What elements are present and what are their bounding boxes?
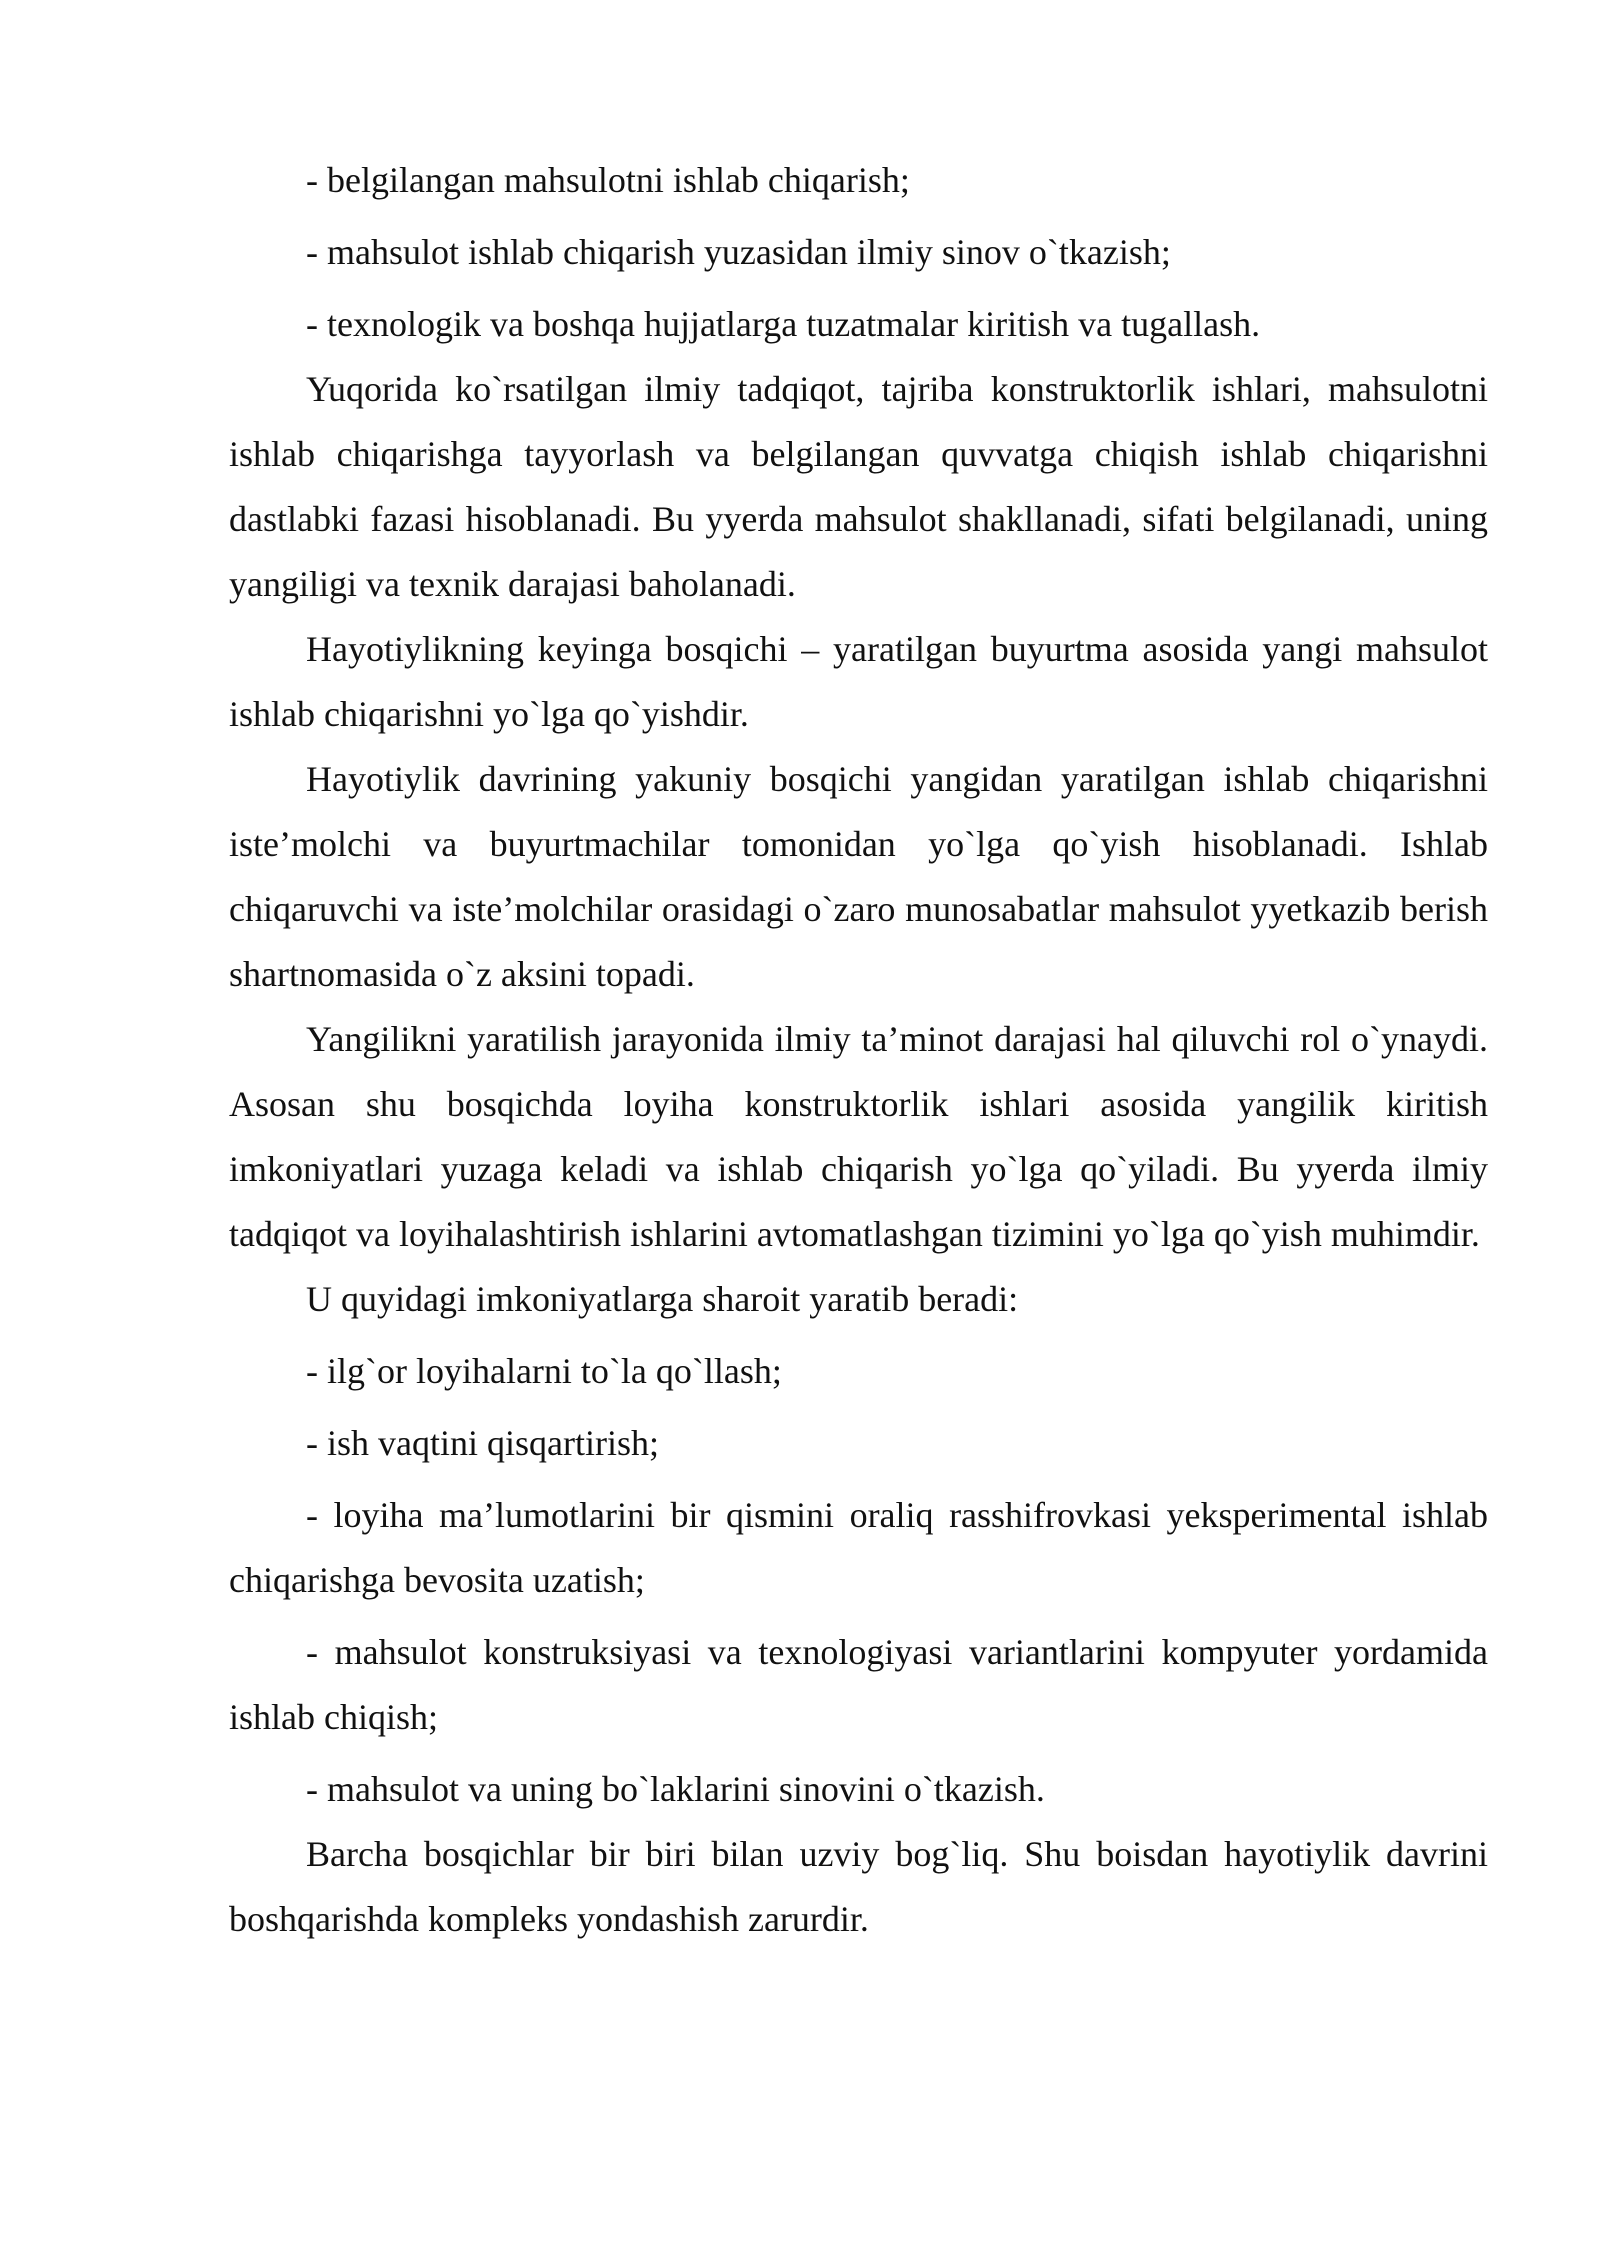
paragraph: Hayotiylik davrining yakuniy bosqichi yangidan yaratilgan ishlab chiqarishni iste’molchi va buyurtmachilar tomonidan yo`lga qo`yish hisoblanadi. Ishlab chiqaruvchi va iste’molchilar orasidagi o`zaro munosabatlar mahsulot yyetkazib berish shartnomasida o`z aksini topadi. [229,759,1488,994]
list-item: - mahsulot konstruksiyasi va texnologiyasi variantlarini kompyuter yordamida ishlab chiqish; [229,1632,1488,1737]
paragraph: Yangilikni yaratilish jarayonida ilmiy ta’minot darajasi hal qiluvchi rol o`ynaydi. Asosan shu bosqichda loyiha konstruktorlik ishlari asosida yangilik kiritish imkoniyatlari yuzaga keladi va ishlab chiqarish yo`lga qo`yiladi. Bu yyerda ilmiy tadqiqot va loyihalashtirish ishlarini avtomatlashgan tizimini yo`lga qo`yish muhimdir. [229,1019,1488,1254]
list-item: - texnologik va boshqa hujjatlarga tuzatmalar kiritish va tugallash. [306,304,1261,344]
paragraph: Barcha bosqichlar bir biri bilan uzviy bog`liq. Shu boisdan hayotiylik davrini boshqarishda kompleks yondashish zarurdir. [229,1834,1488,1939]
document-body [229,148,1488,1952]
list-item: - loyiha ma’lumotlarini bir qismini oraliq rasshifrovkasi yeksperimental ishlab chiqarishga bevosita uzatish; [229,1495,1488,1600]
list-item: - ilg`or loyihalarni to`la qo`llash; [306,1351,782,1391]
list-item: - belgilangan mahsulotni ishlab chiqarish; [306,160,910,200]
paragraph: Yuqorida ko`rsatilgan ilmiy tadqiqot, tajriba konstruktorlik ishlari, mahsulotni ishlab chiqarishga tayyorlash va belgilangan quvvatga chiqish ishlab chiqarishni dastlabki fazasi hisoblanadi. Bu yyerda mahsulot shakllanadi, sifati belgilanadi, uning yangiligi va texnik darajasi baholanadi. [229,369,1488,604]
list-item: - mahsulot ishlab chiqarish yuzasidan ilmiy sinov o`tkazish; [306,232,1171,272]
list-item: - ish vaqtini qisqartirish; [306,1423,659,1463]
paragraph: Hayotiylikning keyinga bosqichi – yaratilgan buyurtma asosida yangi mahsulot ishlab chiqarishni yo`lga qo`yishdir. [229,629,1488,734]
paragraph: U quyidagi imkoniyatlarga sharoit yaratib beradi: [306,1279,1019,1319]
list-item: - mahsulot va uning bo`laklarini sinovini o`tkazish. [306,1769,1045,1809]
